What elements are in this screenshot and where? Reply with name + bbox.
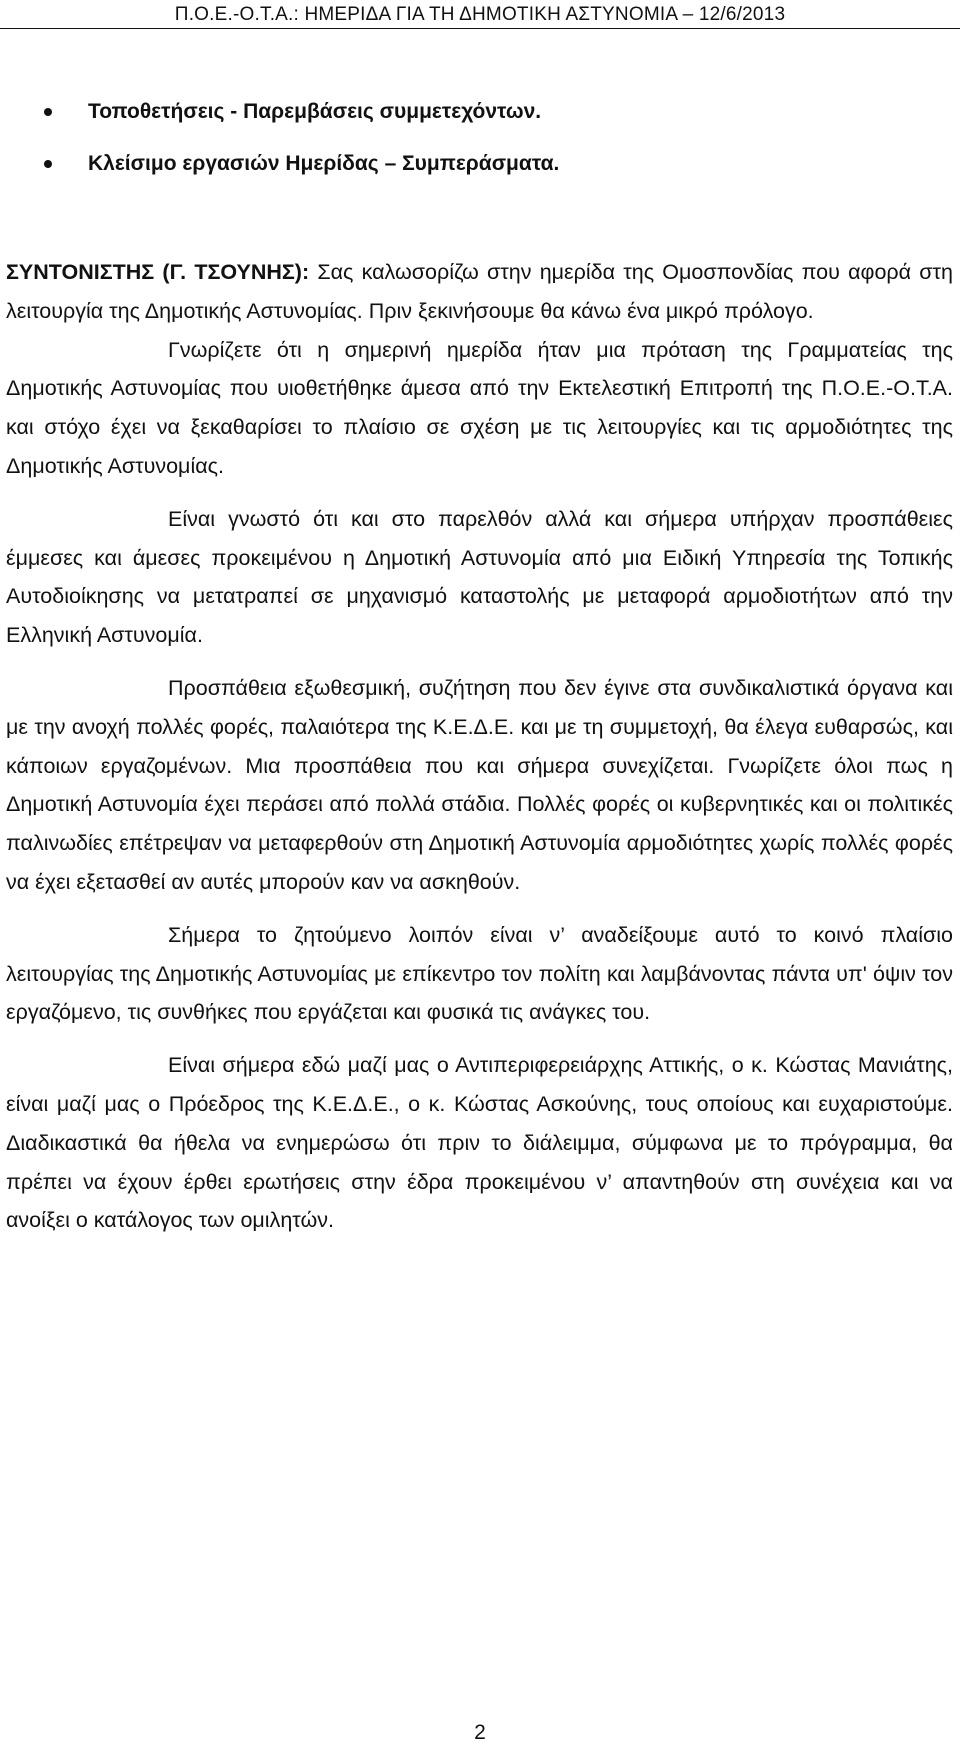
paragraph-text: Σας καλωσορίζω στην ημερίδα της Ομοσπονδίας που αφορά στη λειτουργία της Δημοτικής Αστυνομίας. Πριν ξεκινήσουμε θα κάνω ένα μικρό πρόλογο. [6, 260, 953, 323]
page-number: 2 [474, 1721, 486, 1744]
list-item-text: Κλείσιμο εργασιών Ημερίδας – Συμπεράσματα. [88, 152, 560, 175]
bullet-icon [44, 108, 52, 116]
list-item [0, 138, 960, 190]
paragraph [6, 253, 953, 331]
paragraph: Είναι σήμερα εδώ μαζί μας ο Αντιπεριφερειάρχης Αττικής, ο κ. Κώστας Μανιάτης, είναι μαζί μας ο Πρόεδρος της Κ.Ε.Δ.Ε., ο κ. Κώστας Ασκούνης, τους οποίους και ευχαριστούμε. Διαδικαστικά θα ήθελα να ενημερώσω ότι πριν το διάλειμμα, σύμφωνα με το πρόγραμμα, θα πρέπει να έχουν έρθει ερωτήσεις στην έδρα προκειμένου ν’ απαντηθούν στη συνέχεια και να ανοίξει ο κατάλογος των ομιλητών. [6, 1053, 953, 1233]
paragraph: Είναι γνωστό ότι και στο παρελθόν αλλά και σήμερα υπήρχαν προσπάθειες έμμεσες και άμεσες προκειμένου η Δημοτική Αστυνομία από μια Ειδική Υπηρεσία της Τοπικής Αυτοδιοίκησης να μετατραπεί σε μηχανισμό καταστολής με μεταφορά αρμοδιοτήτων από την Ελληνική Αστυνομία. [6, 506, 953, 648]
bullet-icon [44, 160, 52, 168]
speaker-label: ΣΥΝΤΟΝΙΣΤΗΣ (Γ. ΤΣΟΥΝΗΣ): [6, 260, 310, 284]
transcript-body [6, 253, 953, 1240]
agenda-list [0, 86, 960, 190]
paragraph: Γνωρίζετε ότι η σημερινή ημερίδα ήταν μια πρόταση της Γραμματείας της Δημοτικής Αστυνομίας που υιοθετήθηκε άμεσα από την Εκτελεστική Επιτροπή της Π.Ο.Ε.-Ο.Τ.Α. και στόχο έχει να ξεκαθαρίσει το πλαίσιο σε σχέση με τις λειτουργίες και τις αρμοδιότητες της Δημοτικής Αστυνομίας. [6, 337, 953, 478]
list-item [0, 86, 960, 138]
list-item-text: Τοποθετήσεις - Παρεμβάσεις συμμετεχόντων. [88, 100, 542, 123]
page-header: Π.Ο.Ε.-Ο.Τ.Α.: ΗΜΕΡΙΔΑ ΓΙΑ ΤΗ ΔΗΜΟΤΙΚΗ ΑΣΤΥΝΟΜΙΑ – 12/6/2013 [0, 2, 960, 29]
paragraph: Προσπάθεια εξωθεσμική, συζήτηση που δεν έγινε στα συνδικαλιστικά όργανα και με την ανοχή πολλές φορές, παλαιότερα της Κ.Ε.Δ.Ε. και με τη συμμετοχή, θα έλεγα ευθαρσώς, και κάποιων εργαζομένων. Μια προσπάθεια που και σήμερα συνεχίζεται. Γνωρίζετε όλοι πως η Δημοτική Αστυνομία έχει περάσει από πολλά στάδια. Πολλές φορές οι κυβερνητικές και οι πολιτικές παλινωδίες επέτρεψαν να μεταφερθούν στη Δημοτική Αστυνομία αρμοδιότητες χωρίς πολλές φορές να έχει εξετασθεί αν αυτές μπορούν καν να ασκηθούν. [6, 675, 953, 894]
paragraph: Σήμερα το ζητούμενο λοιπόν είναι ν’ αναδείξουμε αυτό το κοινό πλαίσιο λειτουργίας της Δημοτικής Αστυνομίας με επίκεντρο τον πολίτη και λαμβάνοντας πάντα υπ' όψιν τον εργαζόμενο, τις συνθήκες που εργάζεται και φυσικά τις ανάγκες του. [6, 922, 953, 1025]
